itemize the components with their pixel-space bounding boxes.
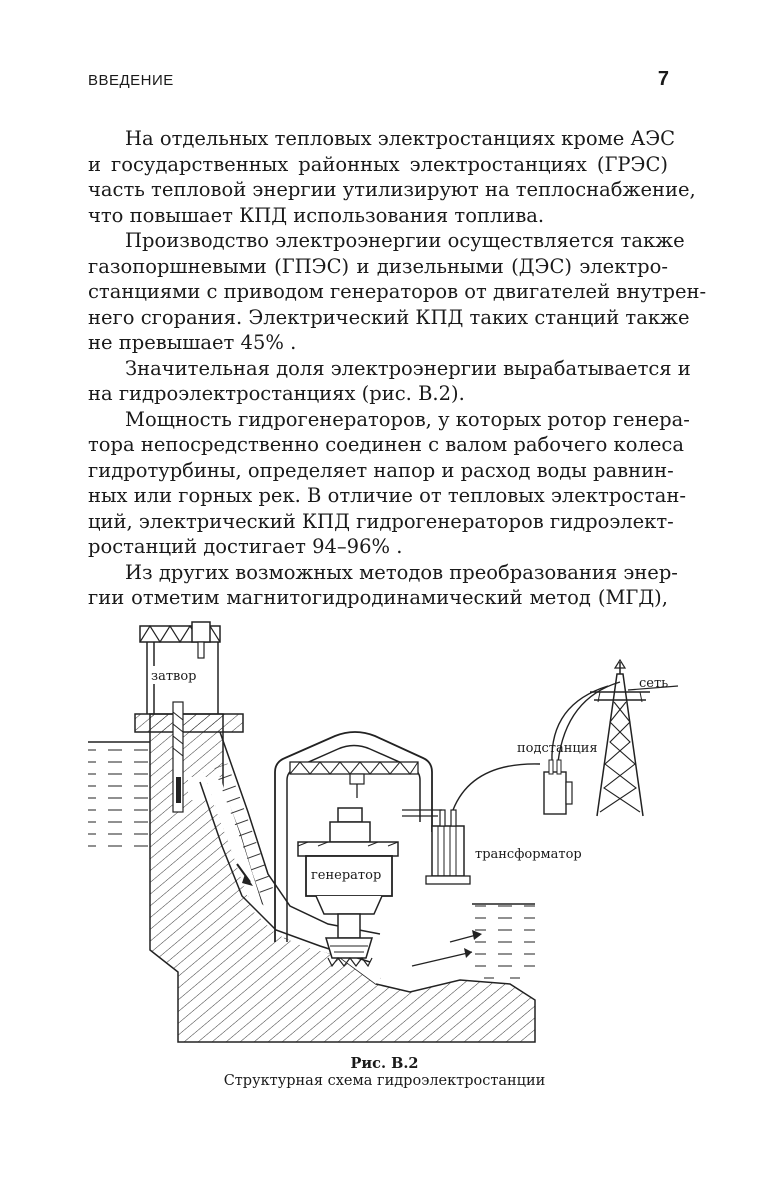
text-line: него сгорания. Электрический КПД таких станций также [88,305,690,329]
label-gate: затвор [151,669,197,684]
text-line: ций, электрический КПД гидрогенераторов гидроэлект- [88,509,674,533]
text-line: не превышает 45% . [88,331,297,354]
text-line: часть тепловой энергии утилизируют на теплоснабжение, [88,178,696,201]
text-line: Значительная доля электроэнергии вырабатывается и [125,356,691,380]
upstream-water [88,740,150,848]
running-head: ВВЕДЕНИЕ [88,72,174,89]
paragraph [88,560,678,611]
page-number: 7 [657,68,669,90]
hydro-plant-diagram [80,612,680,1052]
text-line: что повышает КПД использования топлива. [88,203,545,227]
text-line: ростанций достигает 94–96% . [88,535,403,558]
body-text [88,126,707,611]
paragraph [88,126,696,228]
text-line: Производство электроэнергии осуществляется также [125,229,685,252]
text-line: ных или горных рек. В отличие от тепловых электростан- [88,484,686,507]
substation [544,760,572,814]
text-line: и государственных районных электростанциях (ГРЭС) [88,152,668,176]
text-line: на гидроэлектростанциях (рис. В.2). [88,382,465,405]
label-substation: подстанция [517,741,598,756]
transformer [402,810,470,884]
paragraph [88,356,691,407]
figure-caption-title: Рис. В.2 [350,1055,419,1072]
text-line: На отдельных тепловых электростанциях кроме АЭС [125,127,676,150]
text-line: гидротурбины, определяет напор и расход воды равнин- [88,458,674,482]
label-network: сеть [639,676,669,691]
label-generator: генератор [311,868,382,883]
figure-caption-text: Структурная схема гидроэлектростанции [223,1073,546,1089]
paragraph [88,407,690,560]
text-line: тора непосредственно соединен с валом рабочего колеса [88,433,684,456]
label-transformer: трансформатор [475,847,582,862]
text-line: Мощность гидрогенераторов, у которых ротор генера- [125,407,690,431]
text-line: станциями с приводом генераторов от двигателей внутрен- [88,280,707,303]
text-line: Из других возможных методов преобразования энер- [125,560,678,584]
text-line: гии отметим магнитогидродинамический метод (МГД), [88,586,668,609]
text-line: газопоршневыми (ГПЭС) и дизельными (ДЭС) электро- [88,254,668,278]
paragraph [88,228,707,356]
